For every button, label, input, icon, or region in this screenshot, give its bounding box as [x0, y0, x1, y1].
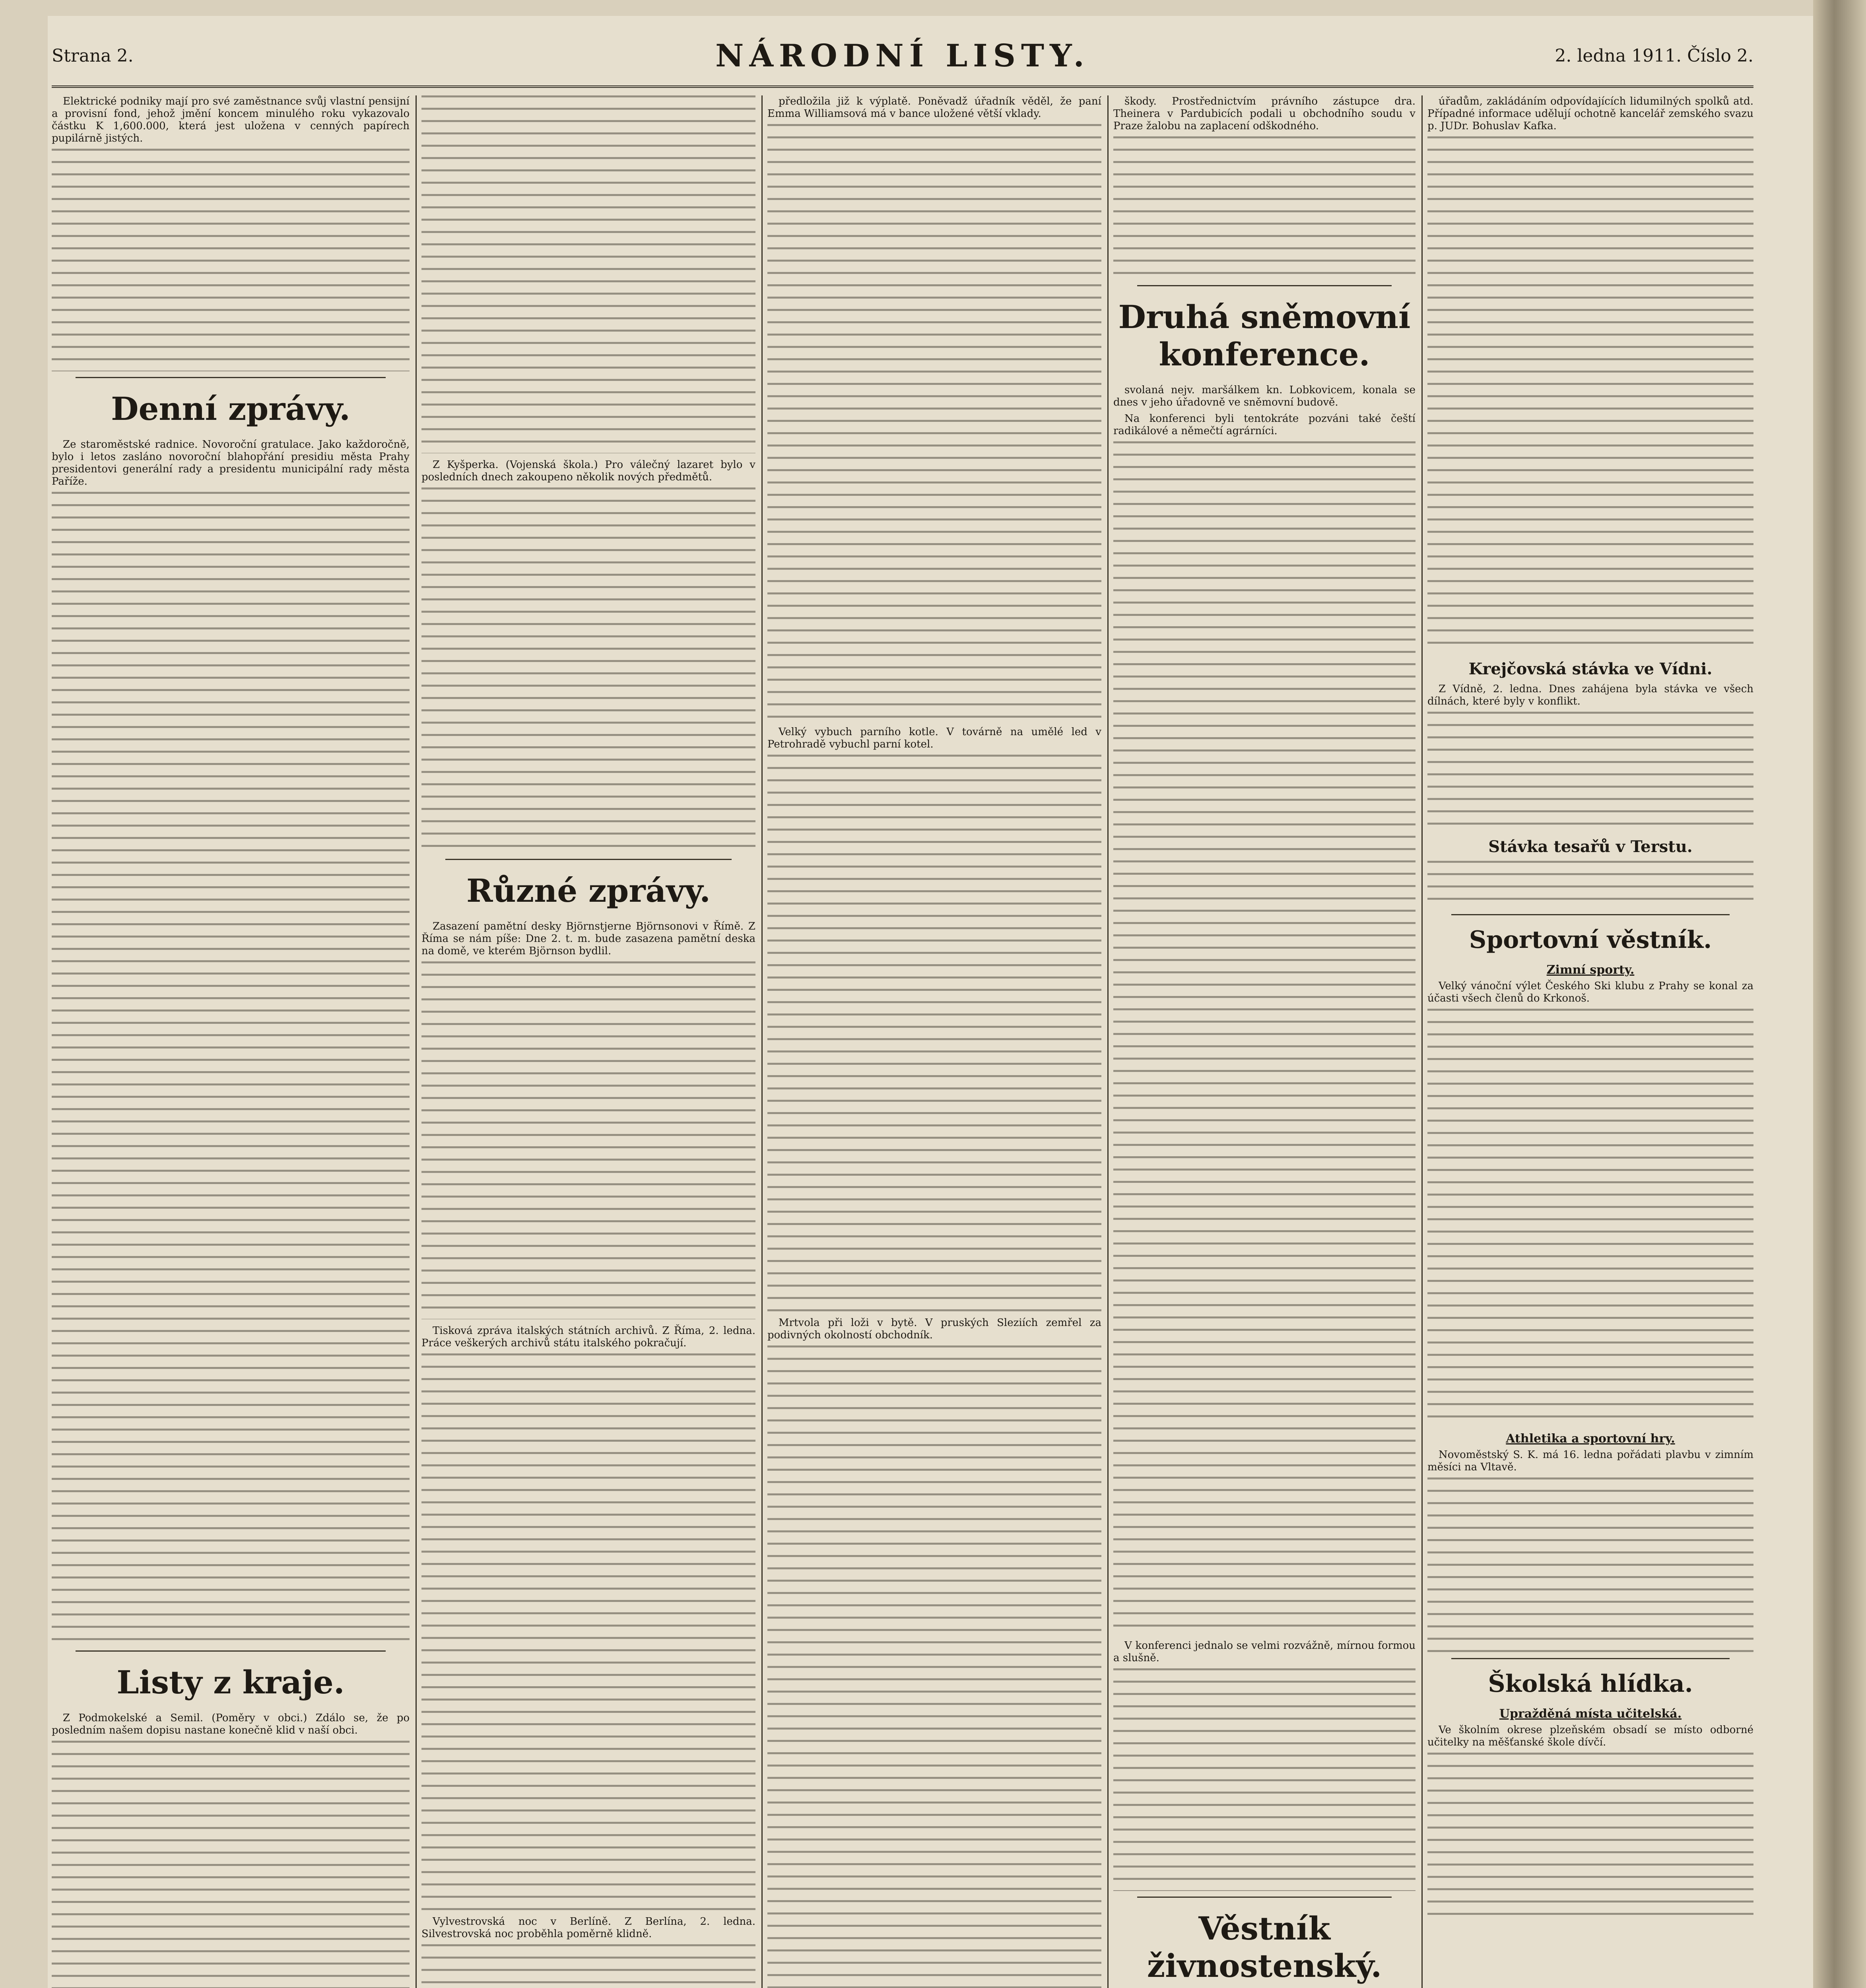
article-paragraph: Z Podmokelské a Semil. (Poměry v obci.) Zdálo se, že po posledním našem dopisu nastane konečně klid v naší obci. [52, 1712, 410, 1736]
column-rule [1421, 95, 1423, 1988]
article-text-block [52, 1741, 410, 1988]
article-paragraph: Novoměstský S. K. má 16. ledna pořádati plavbu v zimním měsíci na Vltavě. [1427, 1449, 1753, 1473]
article-text-block [1113, 136, 1416, 280]
article-text-block [1427, 1477, 1753, 1652]
article-heading: Zimní sporty. [1546, 963, 1635, 977]
page-number: Strana 2. [52, 46, 134, 66]
article-paragraph: Elektrické podniky mají pro své zaměstnance svůj vlastní pensijní a provisní fond, jehož jmění koncem minulého roku vykazovalo částku K 1,600.000, která jest uložena v cenných papírech pupilárně jistých. [52, 95, 410, 144]
article-text-block [421, 1353, 755, 1910]
article-paragraph: předložila již k výplatě. Poněvadž úřadník věděl, že paní Emma Williamsová má v bance uložené větší vklady. [767, 95, 1101, 120]
article-text-block [421, 961, 755, 1319]
article-paragraph: Velký vybuch parního kotle. V továrně na umělé led v Petrohradě vybuchl parní kotel. [767, 726, 1101, 750]
column-rule [1107, 95, 1109, 1988]
article-paragraph: Tisková zpráva italských státních archivů. Z Říma, 2. ledna. Práce veškerých archivů státu italského pokračují. [421, 1325, 755, 1349]
article-heading: Athletika a sportovní hry. [1506, 1432, 1675, 1446]
section-heading: Listy z kraje. [117, 1664, 345, 1701]
article-paragraph: Z Vídně, 2. ledna. Dnes zahájena byla stávka ve všech dílnách, které byly v konflikt. [1427, 683, 1753, 707]
article-text-block [52, 149, 410, 371]
column-1 [52, 95, 410, 1988]
article-paragraph: škody. Prostřednictvím právního zástupce dra. Theinera v Pardubicích podali u obchodního soudu v Praze žalobu na zaplacení odškodného. [1113, 95, 1416, 132]
column-4 [1113, 95, 1416, 1988]
page-gutter [1813, 0, 1866, 1988]
column-rule [416, 95, 417, 1988]
article-paragraph: Na konferenci byli tentokráte pozváni také čeští radikálové a němečtí agrárníci. [1113, 413, 1416, 437]
divider [1451, 914, 1730, 915]
divider [76, 1650, 386, 1652]
article-heading: Upražděná místa učitelská. [1499, 1707, 1682, 1721]
article-paragraph: Ve školním okrese plzeňském obsadí se místo odborné učitelky na měšťanské škole dívčí. [1427, 1724, 1753, 1748]
article-text-block [1427, 1753, 1753, 1920]
divider [1137, 1897, 1392, 1898]
article-heading: Stávka tesařů v Terstu. [1488, 837, 1693, 856]
article-paragraph: Z Kyšperka. (Vojenská škola.) Pro válečný lazaret bylo v posledních dnech zakoupeno několik nových předmětů. [421, 459, 755, 483]
article-text-block [421, 487, 755, 853]
article-paragraph: V konferenci jednalo se velmi rozvážně, mírnou formou a slušně. [1113, 1640, 1416, 1664]
article-text-block [421, 95, 755, 453]
article-text-block [1427, 712, 1753, 831]
issue-date: 2. ledna 1911. Číslo 2. [1555, 46, 1753, 66]
article-paragraph: úřadům, zakládáním odpovídajících lidumilných spolků atd. Případné informace udělují ochotně kancelář zemského svazu p. JUDr. Bohuslav Kafka. [1427, 95, 1753, 132]
column-3 [767, 95, 1101, 1988]
column-rule [761, 95, 763, 1988]
section-heading: Sportovní věstník. [1469, 926, 1712, 954]
newspaper-title: NÁRODNÍ LISTY. [715, 38, 1090, 74]
article-text-block [1427, 1009, 1753, 1426]
article-paragraph: Ze staroměstské radnice. Novoroční gratulace. Jako každoročně, bylo i letos zasláno novoroční blahopřání presidiu města Prahy presidentovi generální rady a presidentu municipální rady města Paříže. [52, 439, 410, 487]
article-paragraph: svolaná nejv. maršálkem kn. Lobkovicem, konala se dnes v jeho úřadovně ve sněmovní budově. [1113, 384, 1416, 408]
masthead [52, 38, 1753, 88]
divider [445, 859, 732, 860]
section-heading: Věstník živnostenský. [1147, 1910, 1382, 1984]
article-text-block [421, 1944, 755, 1988]
article-paragraph: Zasazení pamětní desky Björnstjerne Björnsonovi v Římě. Z Říma se nám píše: Dne 2. t. m. bude zasazena pamětní deska na domě, ve kterém Björnson bydlil. [421, 920, 755, 957]
article-text-block [52, 492, 410, 1645]
article-paragraph: Velký vánoční výlet Českého Ski klubu z Prahy se konal za účasti všech členů do Krkonoš. [1427, 980, 1753, 1004]
article-paragraph: Vylvestrovská noc v Berlíně. Z Berlína, 2. ledna. Silvestrovská noc proběhla poměrně klidně. [421, 1916, 755, 1940]
article-text-block [1427, 136, 1753, 653]
section-heading: Školská hlídka. [1488, 1670, 1693, 1698]
article-text-block [1113, 1668, 1416, 1891]
article-text-block [767, 124, 1101, 720]
column-5 [1427, 95, 1753, 1988]
article-text-block [1113, 441, 1416, 1634]
divider [1451, 1658, 1730, 1659]
section-heading: Různé zprávy. [466, 872, 711, 909]
article-text-block [767, 755, 1101, 1311]
section-heading: Druhá sněmovní konference. [1118, 298, 1411, 373]
article-heading: Krejčovská stávka ve Vídni. [1468, 660, 1713, 678]
article-paragraph: Mrtvola při loži v bytě. V pruských Sleziích zemřel za podivných okolností obchodník. [767, 1317, 1101, 1341]
article-text-block [767, 1345, 1101, 1988]
section-heading: Denní zprávy. [111, 390, 350, 427]
column-2 [421, 95, 755, 1988]
article-text-block [1427, 861, 1753, 909]
divider [76, 377, 386, 378]
divider [1137, 285, 1392, 286]
